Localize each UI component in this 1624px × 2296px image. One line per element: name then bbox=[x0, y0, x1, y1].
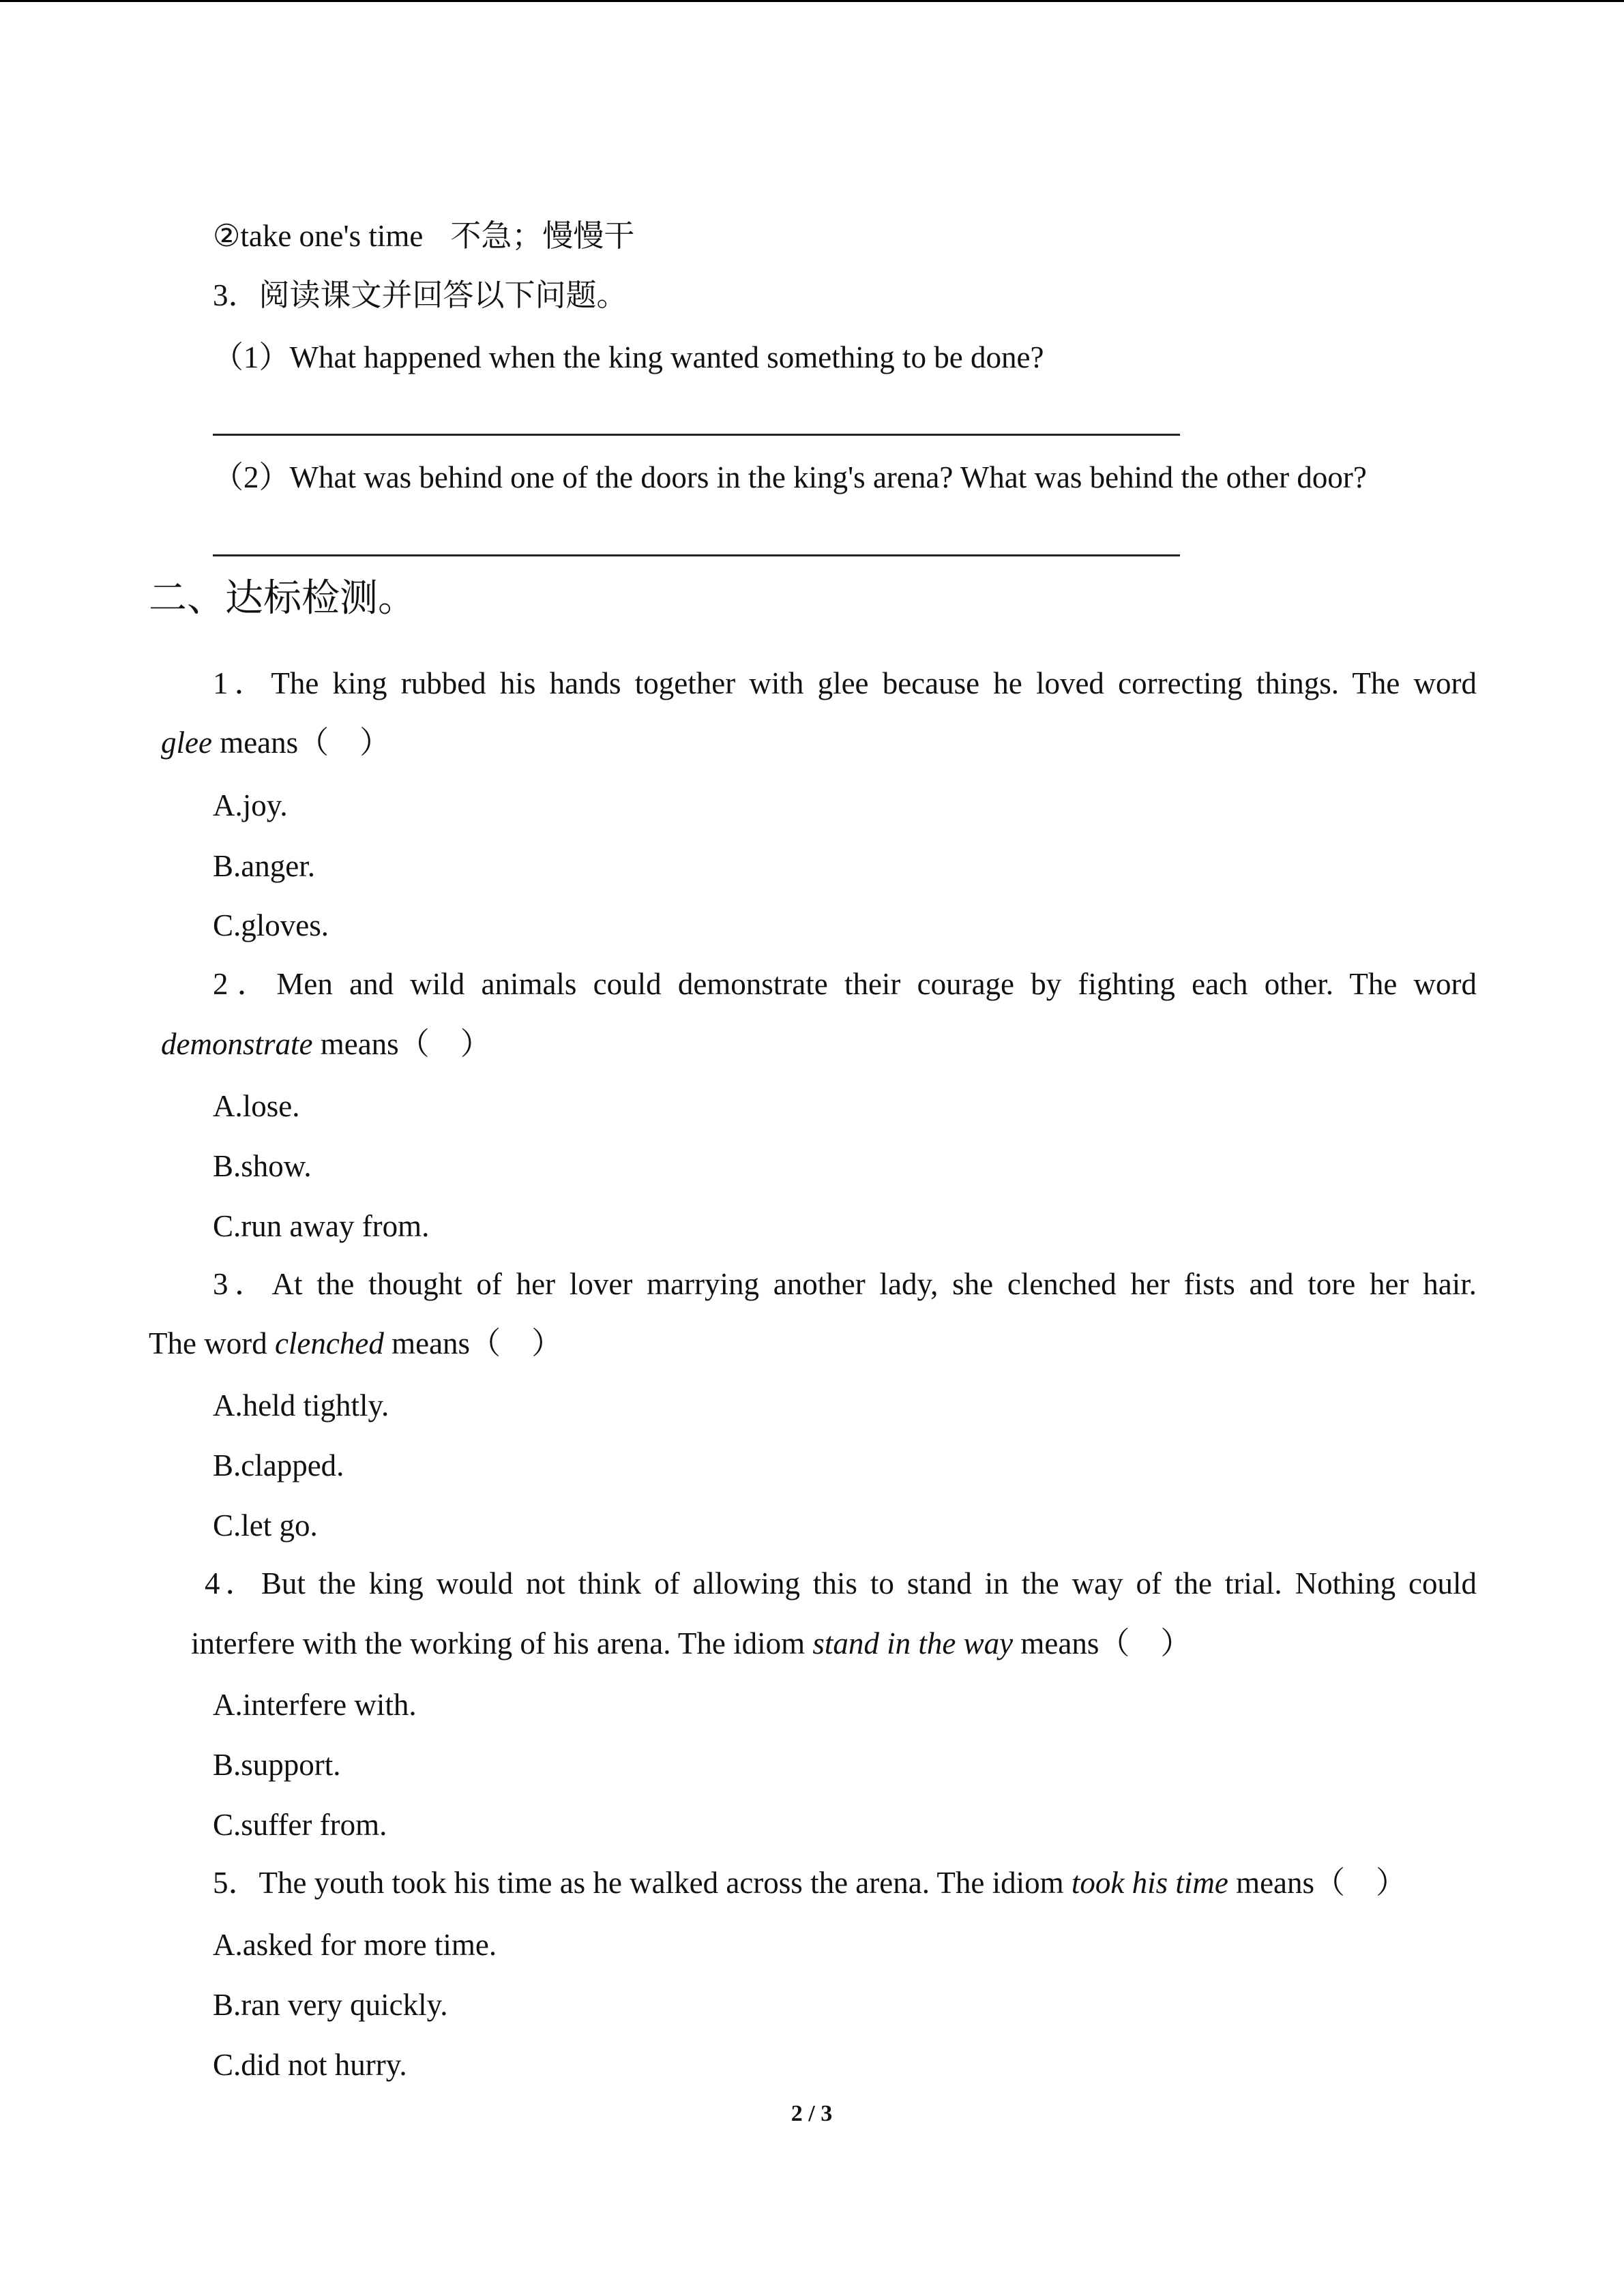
answer-line-1 bbox=[213, 434, 1180, 436]
question-2-word: demonstrate bbox=[161, 1027, 313, 1061]
top-border bbox=[0, 0, 1624, 2]
answer-line-2 bbox=[213, 554, 1180, 556]
question-2-cont bbox=[161, 1024, 491, 1064]
option: C.run away from. bbox=[213, 1209, 430, 1243]
option: C.did not hurry. bbox=[213, 2048, 407, 2082]
question-3-cont bbox=[149, 1323, 562, 1364]
option: B.anger. bbox=[213, 849, 315, 883]
option: C.let go. bbox=[213, 1508, 318, 1542]
question-1-word: glee bbox=[161, 726, 212, 760]
question-4-word: stand in the way bbox=[812, 1626, 1014, 1660]
page-number: 2 / 3 bbox=[791, 2101, 833, 2126]
question-5-pre: 5．The youth took his time as he walked across the arena. The idiom bbox=[213, 1866, 1072, 1900]
question-3-word: clenched bbox=[274, 1326, 384, 1360]
option: A.lose. bbox=[213, 1089, 300, 1123]
vocab-item bbox=[213, 215, 634, 256]
reading-title: 3．阅读课文并回答以下问题。 bbox=[213, 278, 628, 312]
question-3-pre: The word bbox=[149, 1326, 275, 1360]
question-4-cont bbox=[191, 1623, 1191, 1664]
option: A.interfere with. bbox=[213, 1688, 417, 1722]
question-3-text: 3．At the thought of her lover marrying another lady, she clenched her fists and tore her hair. bbox=[213, 1267, 1477, 1301]
question-2-text: 2．Men and wild animals could demonstrate their courage by fighting each other. The word bbox=[213, 967, 1477, 1001]
vocab-meaning: 不急；慢慢干 bbox=[450, 219, 635, 253]
option: B.ran very quickly. bbox=[213, 1988, 448, 2022]
question-2-tail: means（ ） bbox=[312, 1027, 491, 1061]
question-5-word: took his time bbox=[1071, 1866, 1228, 1900]
question-1-tail: means（ ） bbox=[211, 726, 391, 760]
reading-question-2: （2）What was behind one of the doors in the king's arena? What was behind the other door? bbox=[213, 460, 1367, 494]
option: B.clapped. bbox=[213, 1448, 344, 1482]
question-4-tail: means（ ） bbox=[1013, 1626, 1192, 1660]
question-4-pre: interfere with the working of his arena. The idiom bbox=[191, 1626, 813, 1660]
option: C.suffer from. bbox=[213, 1808, 387, 1842]
option: A.held tightly. bbox=[213, 1388, 389, 1422]
option: B.show. bbox=[213, 1149, 312, 1183]
vocab-phrase: ②take one's time bbox=[213, 219, 424, 253]
question-3-tail: means（ ） bbox=[383, 1326, 563, 1360]
option: A.asked for more time. bbox=[213, 1928, 497, 1962]
reading-question-1: （1）What happened when the king wanted something to be done? bbox=[213, 340, 1044, 374]
section-heading: 二、达标检测。 bbox=[149, 578, 416, 620]
question-5-text bbox=[213, 1862, 1406, 1903]
question-1-cont bbox=[161, 722, 390, 763]
option: A.joy. bbox=[213, 788, 288, 822]
question-5-tail: means（ ） bbox=[1228, 1866, 1407, 1900]
option: B.support. bbox=[213, 1748, 341, 1782]
question-4-text: 4．But the king would not think of allowing this to stand in the way of the trial. Nothing could bbox=[205, 1566, 1477, 1600]
option: C.gloves. bbox=[213, 908, 329, 942]
question-1-text: 1．The king rubbed his hands together with glee because he loved correcting things. The word bbox=[213, 666, 1477, 700]
